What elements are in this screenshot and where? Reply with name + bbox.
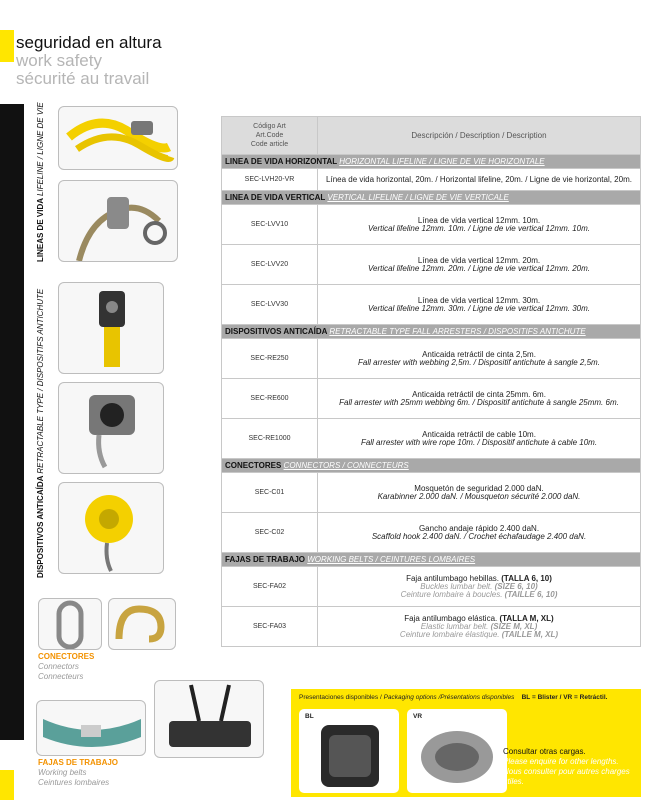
buckle-belt-icon [37,701,146,756]
title-en: work safety [16,51,102,70]
photo-horizontal-lifeline [58,106,178,170]
retractable-yellow-icon [59,483,164,574]
packaging-panel [291,689,641,797]
side-label-lineas: LINEAS DE VIDA LIFELINE / LIGNE DE VIE [36,102,45,262]
header-accent [0,30,14,62]
packaging-note: Consultar otras cargas. Please enquire for other lengths. Nous consulter pour autres charges utiles. [503,747,630,786]
retractil-pack-icon [407,709,507,793]
table-row: SEC-RE600 Anticaida retráctil de cinta 25mm. 6m. Fall arrester with 25mm webbing 6m. / Dispositif antichute à sangle 25mm. 6m. [222,379,641,419]
title-fr: sécurité au travail [16,69,150,88]
table-row: SEC-C02 Gancho andaje rápido 2.400 daN. Scaffold hook 2.400 daN. / Crochet échafaudage 2.400 daN. [222,513,641,553]
photo-elastic-belt [154,680,264,758]
packaging-title: Presentaciones disponibles / Packaging options /Présentations disponibles BL = Blister / VR = Retráctil. [299,694,608,701]
caption-fajas: FAJAS DE TRABAJO Working belts Ceintures lombaires [38,758,119,787]
table-row: SEC-LVV20 Línea de vida vertical 12mm. 20m. Vertical lifeline 12mm. 20m. / Ligne de vie vertical 12mm. 20m. [222,245,641,285]
page-title [16,34,162,88]
table-row: SEC-LVV30 Línea de vida vertical 12mm. 30m. Vertical lifeline 12mm. 30m. / Ligne de vie vertical 12mm. 30m. [222,285,641,325]
photo-buckle-belt [36,700,146,756]
section-header: FAJAS DE TRABAJO WORKING BELTS / CEINTURES LOMBAIRES [222,553,641,567]
section-header: CONECTORES CONNECTORS / CONNECTEURS [222,459,641,473]
section-header: LINEA DE VIDA VERTICAL VERTICAL LIFELINE / LIGNE DE VIE VERTICALE [222,191,641,205]
retractable-cable-icon [59,383,164,474]
section-header: LINEA DE VIDA HORIZONTAL HORIZONTAL LIFELINE / LIGNE DE VIE HORIZONTALE [222,155,641,169]
table-row: SEC-FA03 Faja antilumbago elástica. (TALLA M, XL) Elastic lumbar belt. (SIZE M, XL) Ceinture lombaire élastique. (TAILLE M, XL) [222,607,641,647]
table-row: SEC-C01 Mosquetón de seguridad 2.000 daN. Karabinner 2.000 daN. / Mousqueton sécurité 2.000 daN. [222,473,641,513]
table-row: SEC-LVH20-VR Línea de vida horizontal, 20m. / Horizontal lifeline, 20m. / Ligne de vie horizontal, 20m. [222,169,641,191]
photo-carabiner [38,598,102,650]
side-bar [0,104,24,740]
blister-box: BL [299,709,399,793]
retractil-box: VR [407,709,507,793]
photo-vertical-lifeline [58,180,178,262]
table-row: SEC-LVV10 Línea de vida vertical 12mm. 10m. Vertical lifeline 12mm. 10m. / Ligne de vie vertical 12mm. 10m. [222,205,641,245]
table-header [222,117,641,155]
header-description: Descripción / Description / Description [318,117,641,155]
header-code: Código Art Art.Code Code article [222,117,318,155]
retractable-webbing-icon [59,283,164,374]
photo-scaffold-hook [108,598,176,650]
photo-retractable-1 [58,282,164,374]
table-row: SEC-RE1000 Anticaida retráctil de cable 10m. Fall arrester with wire rope 10m. / Dispositif antichute à cable 10m. [222,419,641,459]
side-label-dispositivos: DISPOSITIVOS ANTICAÍDA RETRACTABLE TYPE / DISPOSITIFS ANTICHUTE [36,288,45,578]
scaffold-hook-icon [109,599,176,650]
table-row: SEC-FA02 Faja antilumbago hebillas. (TALLA 6, 10) Buckles lumbar belt. (SIZE 6, 10) Ceinture lombaire à boucles. (TAILLE 6, 10) [222,567,641,607]
photo-retractable-2 [58,382,164,474]
rope-grab-icon [59,181,178,262]
blister-pack-icon [299,709,399,793]
footer-accent [0,770,14,800]
caption-conectores: CONECTORES Connectors Connecteurs [38,652,95,681]
section-header: DISPOSITIVOS ANTICAÍDA RETRACTABLE TYPE FALL ARRESTERS / DISPOSITIFS ANTICHUTE [222,325,641,339]
photo-retractable-3 [58,482,164,574]
carabiner-icon [39,599,102,650]
lifeline-strap-icon [59,107,178,170]
table-row: SEC-RE250 Anticaida retráctil de cinta 2,5m. Fall arrester with webbing 2,5m. / Dispositif antichute à sangle 2,5m. [222,339,641,379]
elastic-belt-icon [155,681,264,758]
title-es: seguridad en altura [16,33,162,52]
product-table [221,116,641,647]
